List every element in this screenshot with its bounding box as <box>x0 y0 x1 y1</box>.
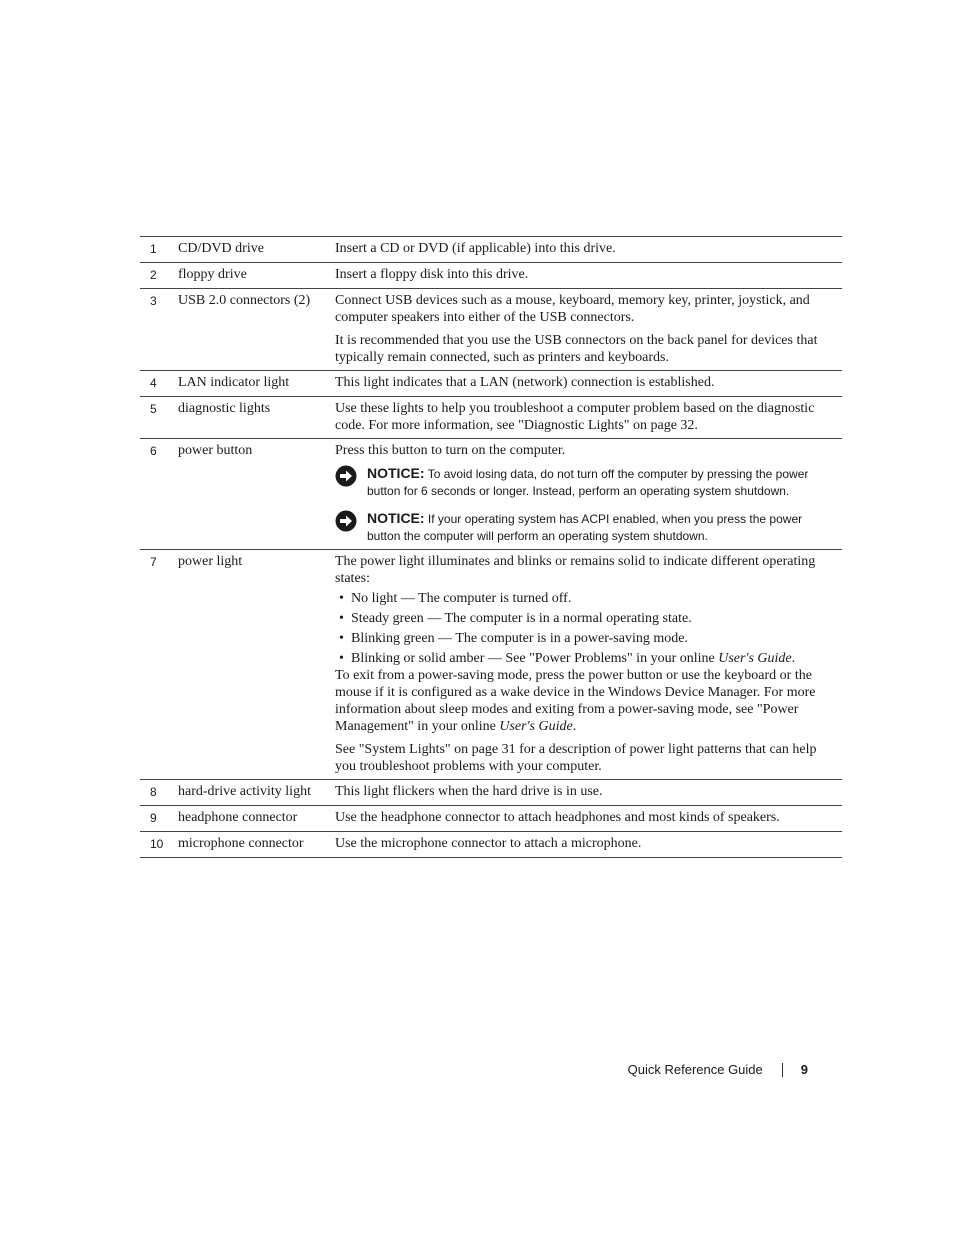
list-item: • No light — The computer is turned off. <box>335 590 838 607</box>
component-description <box>335 783 842 801</box>
component-description <box>335 240 842 258</box>
row-number: 3 <box>150 294 157 308</box>
component-name: LAN indicator light <box>178 375 290 390</box>
component-description <box>335 266 842 284</box>
component-name: headphone connector <box>178 810 298 825</box>
table-row <box>140 832 842 858</box>
component-name: power light <box>178 554 243 569</box>
description-text: See "System Lights" on page 31 for a description of power light patterns that can help you troubleshoot problems with your computer. <box>335 742 817 774</box>
description-text: Insert a floppy disk into this drive. <box>335 267 529 282</box>
table-row <box>140 397 842 439</box>
notice-text <box>367 465 838 500</box>
row-number: 1 <box>150 242 157 256</box>
component-description <box>335 292 842 366</box>
component-name: power button <box>178 443 253 458</box>
users-guide-title: User's Guide <box>499 719 573 734</box>
description-text: Connect USB devices such as a mouse, keyboard, memory key, printer, joystick, and computer speakers into either of the USB connectors. <box>335 293 810 325</box>
table-row <box>140 237 842 263</box>
component-name: hard-drive activity light <box>178 784 311 799</box>
component-name: microphone connector <box>178 836 304 851</box>
component-table <box>140 236 842 858</box>
list-item: • Blinking green — The computer is in a power-saving mode. <box>335 630 838 647</box>
row-number: 4 <box>150 376 157 390</box>
notice-body: To avoid losing data, do not turn off the computer by pressing the power button for 6 seconds or longer. Instead, perform an operating system shutdown. <box>367 467 809 498</box>
list-item <box>335 650 838 667</box>
component-description <box>335 442 842 545</box>
notice-label: NOTICE: <box>367 510 425 526</box>
table-row <box>140 371 842 397</box>
component-name: floppy drive <box>178 267 247 282</box>
list-item: • Steady green — The computer is in a normal operating state. <box>335 610 838 627</box>
description-text-end: . <box>572 719 577 734</box>
component-name: USB 2.0 connectors (2) <box>178 293 311 308</box>
description-text: Insert a CD or DVD (if applicable) into this drive. <box>335 241 616 256</box>
row-number: 2 <box>150 268 157 282</box>
description-text: This light flickers when the hard drive is in use. <box>335 784 603 799</box>
description-text: Use the headphone connector to attach headphones and most kinds of speakers. <box>335 810 780 825</box>
component-description <box>335 553 842 775</box>
list-item-text: Blinking or solid amber — See "Power Problems" in your online <box>351 651 719 666</box>
page-footer <box>628 1062 808 1077</box>
row-number: 9 <box>150 811 157 825</box>
table-row <box>140 550 842 780</box>
description-text: The power light illuminates and blinks or remains solid to indicate different operating states: <box>335 554 816 586</box>
component-description <box>335 400 842 434</box>
notice-text <box>367 510 838 545</box>
description-text: Use these lights to help you troubleshoot a computer problem based on the diagnostic code. For more information, see "Diagnostic Lights" on page 32. <box>335 401 815 433</box>
table-row <box>140 263 842 289</box>
notice-block <box>335 465 838 500</box>
users-guide-title: User's Guide <box>718 651 792 666</box>
table-row <box>140 439 842 550</box>
notice-label: NOTICE: <box>367 465 425 481</box>
row-number: 8 <box>150 785 157 799</box>
row-number: 5 <box>150 402 157 416</box>
power-state-list <box>335 590 838 667</box>
component-description <box>335 835 842 853</box>
component-name: CD/DVD drive <box>178 241 264 256</box>
component-name: diagnostic lights <box>178 401 271 416</box>
footer-title: Quick Reference Guide <box>627 1062 763 1077</box>
table-row <box>140 780 842 806</box>
table-row <box>140 289 842 371</box>
component-description <box>335 374 842 392</box>
row-number: 7 <box>150 555 157 569</box>
row-number: 10 <box>150 837 164 851</box>
description-text: This light indicates that a LAN (network) connection is established. <box>335 375 715 390</box>
description-text-part: To exit from a power-saving mode, press the power button or use the keyboard or the mouse if it is configured as a wake device in the Windows Device Manager. For more information about sleep modes and exiting from a power-saving mode, see "Power Management" in your online <box>335 668 816 734</box>
description-text <box>335 667 838 735</box>
notice-arrow-icon <box>335 510 357 532</box>
row-number: 6 <box>150 444 157 458</box>
notice-body: If your operating system has ACPI enabled, when you press the power button the computer will perform an operating system shutdown. <box>367 512 803 543</box>
description-text: Press this button to turn on the computer. <box>335 443 566 458</box>
footer-divider <box>782 1063 783 1077</box>
notice-block <box>335 510 838 545</box>
list-item-text-end: . <box>791 651 796 666</box>
notice-arrow-icon <box>335 465 357 487</box>
page-number: 9 <box>800 1062 808 1077</box>
description-text: Use the microphone connector to attach a microphone. <box>335 836 642 851</box>
component-description <box>335 809 842 827</box>
table-row <box>140 806 842 832</box>
description-text: It is recommended that you use the USB connectors on the back panel for devices that typically remain connected, such as printers and keyboards. <box>335 333 818 365</box>
